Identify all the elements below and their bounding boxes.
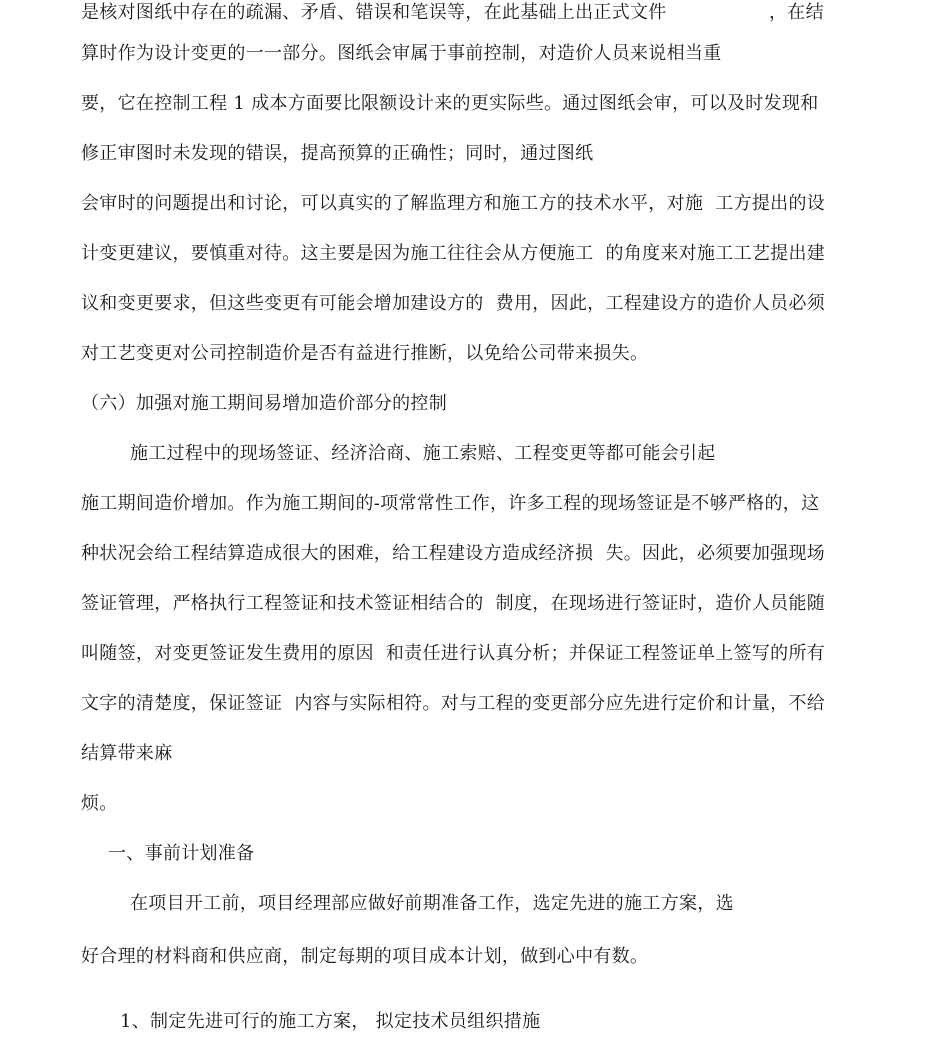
paragraph-line: 施工过程中的现场签证、经济洽商、施工索赔、工程变更等都可能会引起: [130, 443, 716, 464]
paragraph-line: 结算带来麻: [81, 743, 173, 764]
paragraph-line: 计变更建议，要慎重对待。这主要是因为施工往往会从方便施工 的角度来对施工工艺提出建: [81, 243, 826, 264]
paragraph-line: 会审时的问题提出和讨论，可以真实的了解监理方和施工方的技术水平，对施 工方提出的设: [81, 193, 826, 214]
paragraph-line: 好合理的材料商和供应商，制定每期的项目成本计划，做到心中有数。: [81, 946, 649, 967]
paragraph-line: 议和变更要求，但这些变更有可能会增加建设方的 费用，因此，工程建设方的造价人员必须: [81, 293, 826, 314]
paragraph-line: 修正审图时未发现的错误，提高预算的正确性；同时，通过图纸: [81, 143, 594, 164]
paragraph-line: 签证管理，严格执行工程签证和技术签证相结合的 制度，在现场进行签证时，造价人员能随: [81, 593, 826, 614]
paragraph-line: 种状况会给工程结算造成很大的困难，给工程建设方造成经济损 失。因此，必须要加强现场: [81, 543, 826, 564]
section-heading: （六）加强对施工期间易增加造价部分的控制: [81, 393, 447, 414]
section-heading: 一、事前计划准备: [108, 843, 255, 864]
paragraph-line: 是核对图纸中存在的疏漏、矛盾、错误和笔误等，在此基础上出正式文件 ，在结: [81, 2, 824, 23]
paragraph-line: 要，它在控制工程 1 成本方面要比限额设计来的更实际些。通过图纸会审，可以及时发现和: [81, 93, 819, 114]
paragraph-line: 算时作为设计变更的一一部分。图纸会审属于事前控制，对造价人员来说相当重: [81, 43, 722, 64]
paragraph-line: 在项目开工前，项目经理部应做好前期准备工作，选定先进的施工方案，选: [130, 893, 734, 914]
paragraph-line: 叫随签，对变更签证发生费用的原因 和责任进行认真分析；并保证工程签证单上签写的所有: [81, 643, 826, 664]
paragraph-line: 烦。: [81, 793, 118, 814]
paragraph-line: 施工期间造价增加。作为施工期间的-项常常性工作，许多工程的现场签证是不够严格的，这: [81, 493, 820, 514]
paragraph-line: 对工艺变更对公司控制造价是否有益进行推断，以免给公司带来损失。: [81, 343, 649, 364]
list-item-heading: 1、制定先进可行的施工方案， 拟定技术员组织措施: [120, 1011, 541, 1032]
paragraph-line: 文字的清楚度，保证签证 内容与实际相符。对与工程的变更部分应先进行定价和计量，不给: [81, 693, 826, 714]
